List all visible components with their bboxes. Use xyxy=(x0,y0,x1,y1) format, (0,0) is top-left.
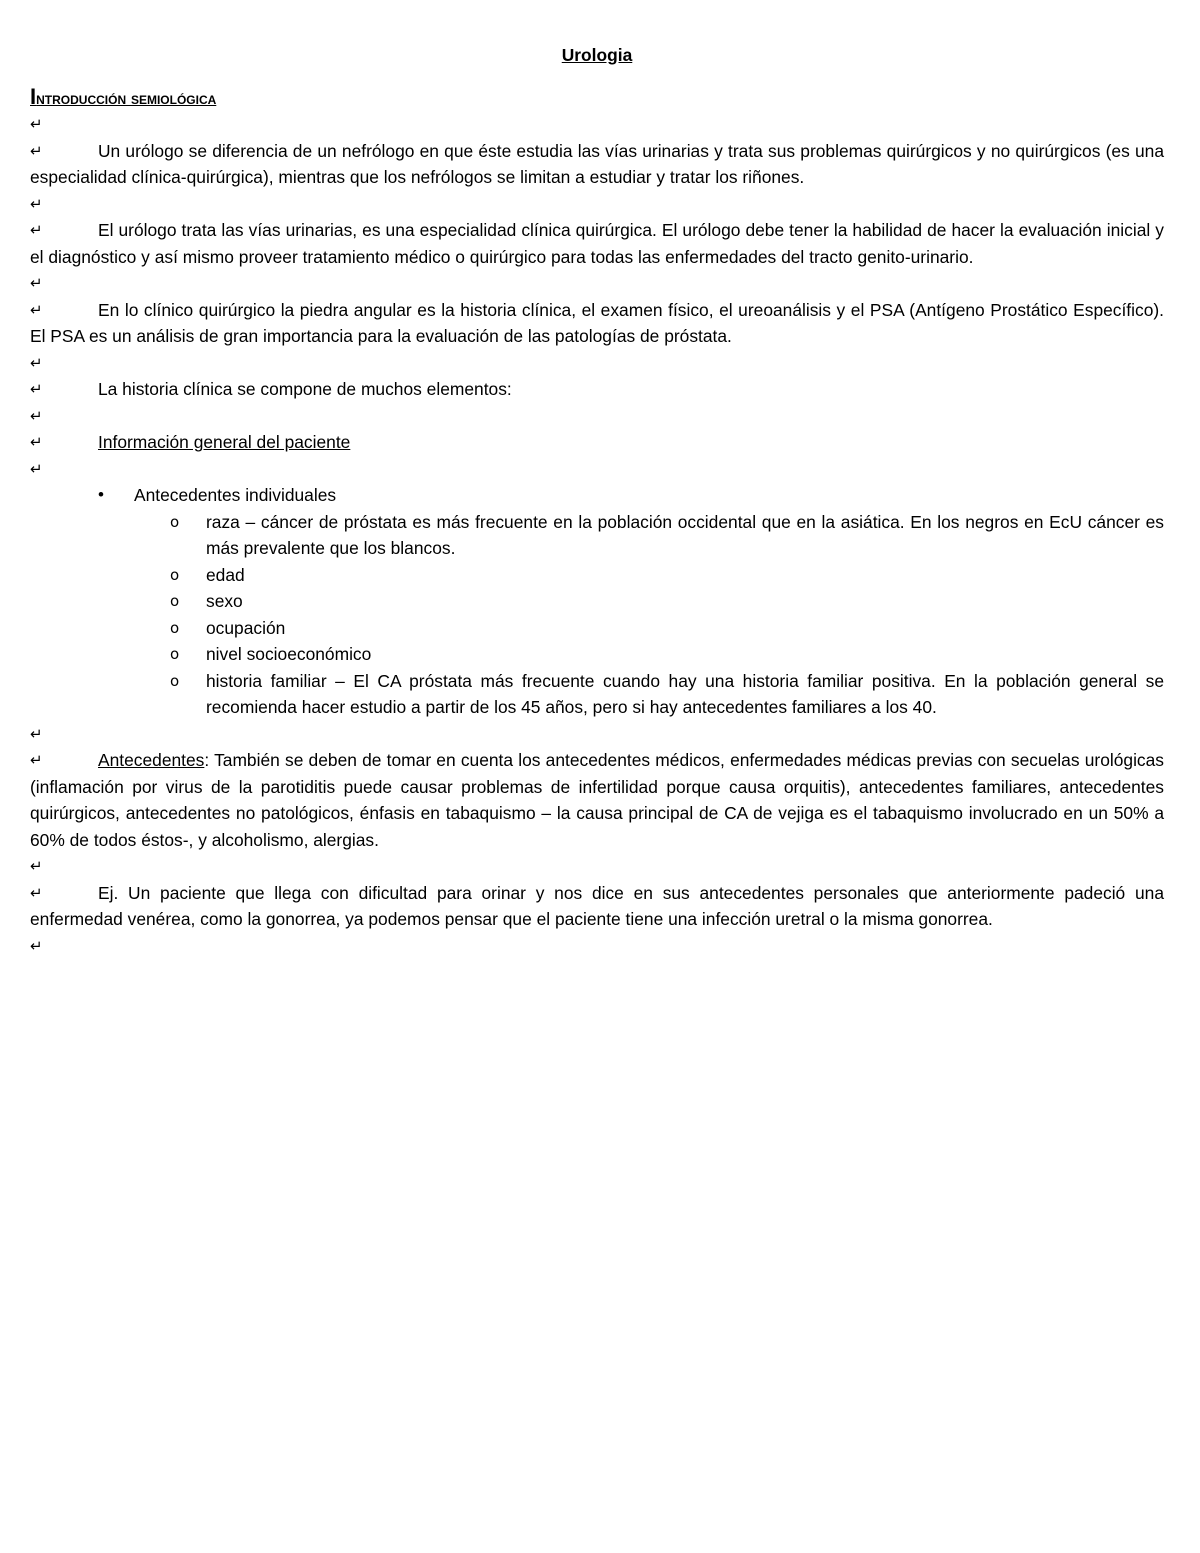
empty-paragraph xyxy=(30,191,1164,218)
sub-list-item-edad xyxy=(30,562,1164,589)
return-mark-icon: ↵ xyxy=(30,751,43,769)
paragraph-continuation: : También se deben de tomar en cuenta los antecedentes médicos, enfermedades médicas previas con secuelas urológicas (inflamación por virus de la parotiditis puede causar problemas de infertilidad porque causa orquitis), antecedentes familiares, antecedentes quirúrgicos, antecedentes no patológicos, énfasis en tabaquismo – la causa principal de CA de vejiga es el tabaquismo involucrado en un 50% a 60% de todos éstos-, y alcoholismo, alergias. xyxy=(30,750,1164,850)
sub-bullet-icon: o xyxy=(170,565,180,584)
paragraph-antecedentes xyxy=(30,747,1164,853)
sub-list-item-text: ocupación xyxy=(206,617,286,638)
bullet-icon: • xyxy=(98,485,104,504)
empty-paragraph xyxy=(30,456,1164,483)
paragraph-urologo-diferencia xyxy=(30,138,1164,191)
underlined-label: Antecedentes xyxy=(98,750,205,770)
return-mark-icon: ↵ xyxy=(30,380,43,398)
sub-bullet-icon: o xyxy=(170,618,180,637)
document-body xyxy=(30,42,1164,959)
paragraph-text: El urólogo trata las vías urinarias, es una especialidad clínica quirúrgica. El urólogo debe tener la habilidad de hacer la evaluación inicial y el diagnóstico y así mismo proveer tratamiento médico o quirúrgico para todas las enfermedades del tracto genito-urinario. xyxy=(30,220,1164,267)
return-mark-icon: ↵ xyxy=(30,433,43,451)
sub-list-item-nivel-socioeconomico xyxy=(30,641,1164,668)
underlined-subheading: Información general del paciente xyxy=(98,432,351,452)
empty-paragraph xyxy=(30,350,1164,377)
bullet-list xyxy=(30,482,1164,509)
paragraph-clinico-quirurgico xyxy=(30,297,1164,350)
sub-list-item-text: sexo xyxy=(206,591,243,611)
document-title: Urologia xyxy=(561,45,633,65)
sub-bullet-icon: o xyxy=(170,645,180,663)
paragraph-informacion-general xyxy=(30,429,1164,456)
paragraph-ejemplo xyxy=(30,880,1164,933)
empty-paragraph xyxy=(30,933,1164,960)
return-mark-icon: ↵ xyxy=(30,141,43,160)
paragraph-text: Un urólogo se diferencia de un nefrólogo en que éste estudia las vías urinarias y trata sus problemas quirúrgicos y no quirúrgicos (es una especialidad clínica-quirúrgica), mientras que los nefrólogos se limitan a estudiar y tratar los riñones. xyxy=(30,140,1164,187)
sub-list-item-text: nivel socioeconómico xyxy=(206,644,372,664)
paragraph-text xyxy=(30,429,1164,456)
return-mark-icon: ↵ xyxy=(30,353,43,372)
sub-list-item-text: raza – cáncer de próstata es más frecuente en la población occidental que en la asiática. En los negros en EcU cáncer es más prevalente que los blancos. xyxy=(206,511,1164,558)
sub-bullet-icon: o xyxy=(170,592,180,610)
section-heading-initial: I xyxy=(30,84,37,109)
return-mark-icon: ↵ xyxy=(30,406,43,425)
sub-list-item-text: edad xyxy=(206,564,245,585)
sub-bullet-list xyxy=(30,509,1164,721)
return-mark-icon: ↵ xyxy=(30,459,43,478)
return-mark-icon: ↵ xyxy=(30,724,43,743)
list-item xyxy=(30,482,1164,509)
return-mark-icon: ↵ xyxy=(30,883,43,902)
sub-list-item-text: historia familiar – El CA próstata más frecuente cuando hay una historia familiar positiva. En la población general se recomienda hacer estudio a partir de los 45 años, pero si hay antecedentes familiares a los 40. xyxy=(206,670,1164,717)
list-item-text: Antecedentes individuales xyxy=(134,485,337,505)
empty-paragraph xyxy=(30,111,1164,138)
paragraph-historia-clinica xyxy=(30,376,1164,403)
return-mark-icon: ↵ xyxy=(30,194,43,213)
section-heading xyxy=(30,84,1164,111)
return-mark-icon: ↵ xyxy=(30,221,43,239)
empty-paragraph xyxy=(30,853,1164,880)
sub-list-item-historia-familiar xyxy=(30,668,1164,721)
sub-bullet-icon: o xyxy=(170,512,180,531)
empty-paragraph xyxy=(30,270,1164,297)
empty-paragraph xyxy=(30,403,1164,430)
paragraph-text: Ej. Un paciente que llega con dificultad para orinar y nos dice en sus antecedentes personales que anteriormente padeció una enfermedad venérea, como la gonorrea, ya podemos pensar que el paciente tiene una infección uretral o la misma gonorrea. xyxy=(30,882,1164,929)
sub-bullet-icon: o xyxy=(170,671,180,690)
return-mark-icon: ↵ xyxy=(30,936,43,955)
paragraph-text: En lo clínico quirúrgico la piedra angular es la historia clínica, el examen físico, el ureoanálisis y el PSA (Antígeno Prostático Específico). El PSA es un análisis de gran importancia para la evaluación de las patologías de próstata. xyxy=(30,299,1164,346)
sub-list-item-raza xyxy=(30,509,1164,562)
section-heading-text: ntroducción semiológica xyxy=(36,88,217,108)
return-mark-icon: ↵ xyxy=(30,300,43,319)
sub-list-item-ocupacion xyxy=(30,615,1164,642)
empty-paragraph xyxy=(30,721,1164,748)
return-mark-icon: ↵ xyxy=(30,857,43,875)
paragraph-text: La historia clínica se compone de muchos elementos: xyxy=(98,379,512,399)
paragraph-text xyxy=(30,747,1164,853)
return-mark-icon: ↵ xyxy=(30,274,43,292)
paragraph-urologo-trata xyxy=(30,217,1164,270)
sub-list-item-sexo xyxy=(30,588,1164,615)
return-mark-icon: ↵ xyxy=(30,115,43,133)
